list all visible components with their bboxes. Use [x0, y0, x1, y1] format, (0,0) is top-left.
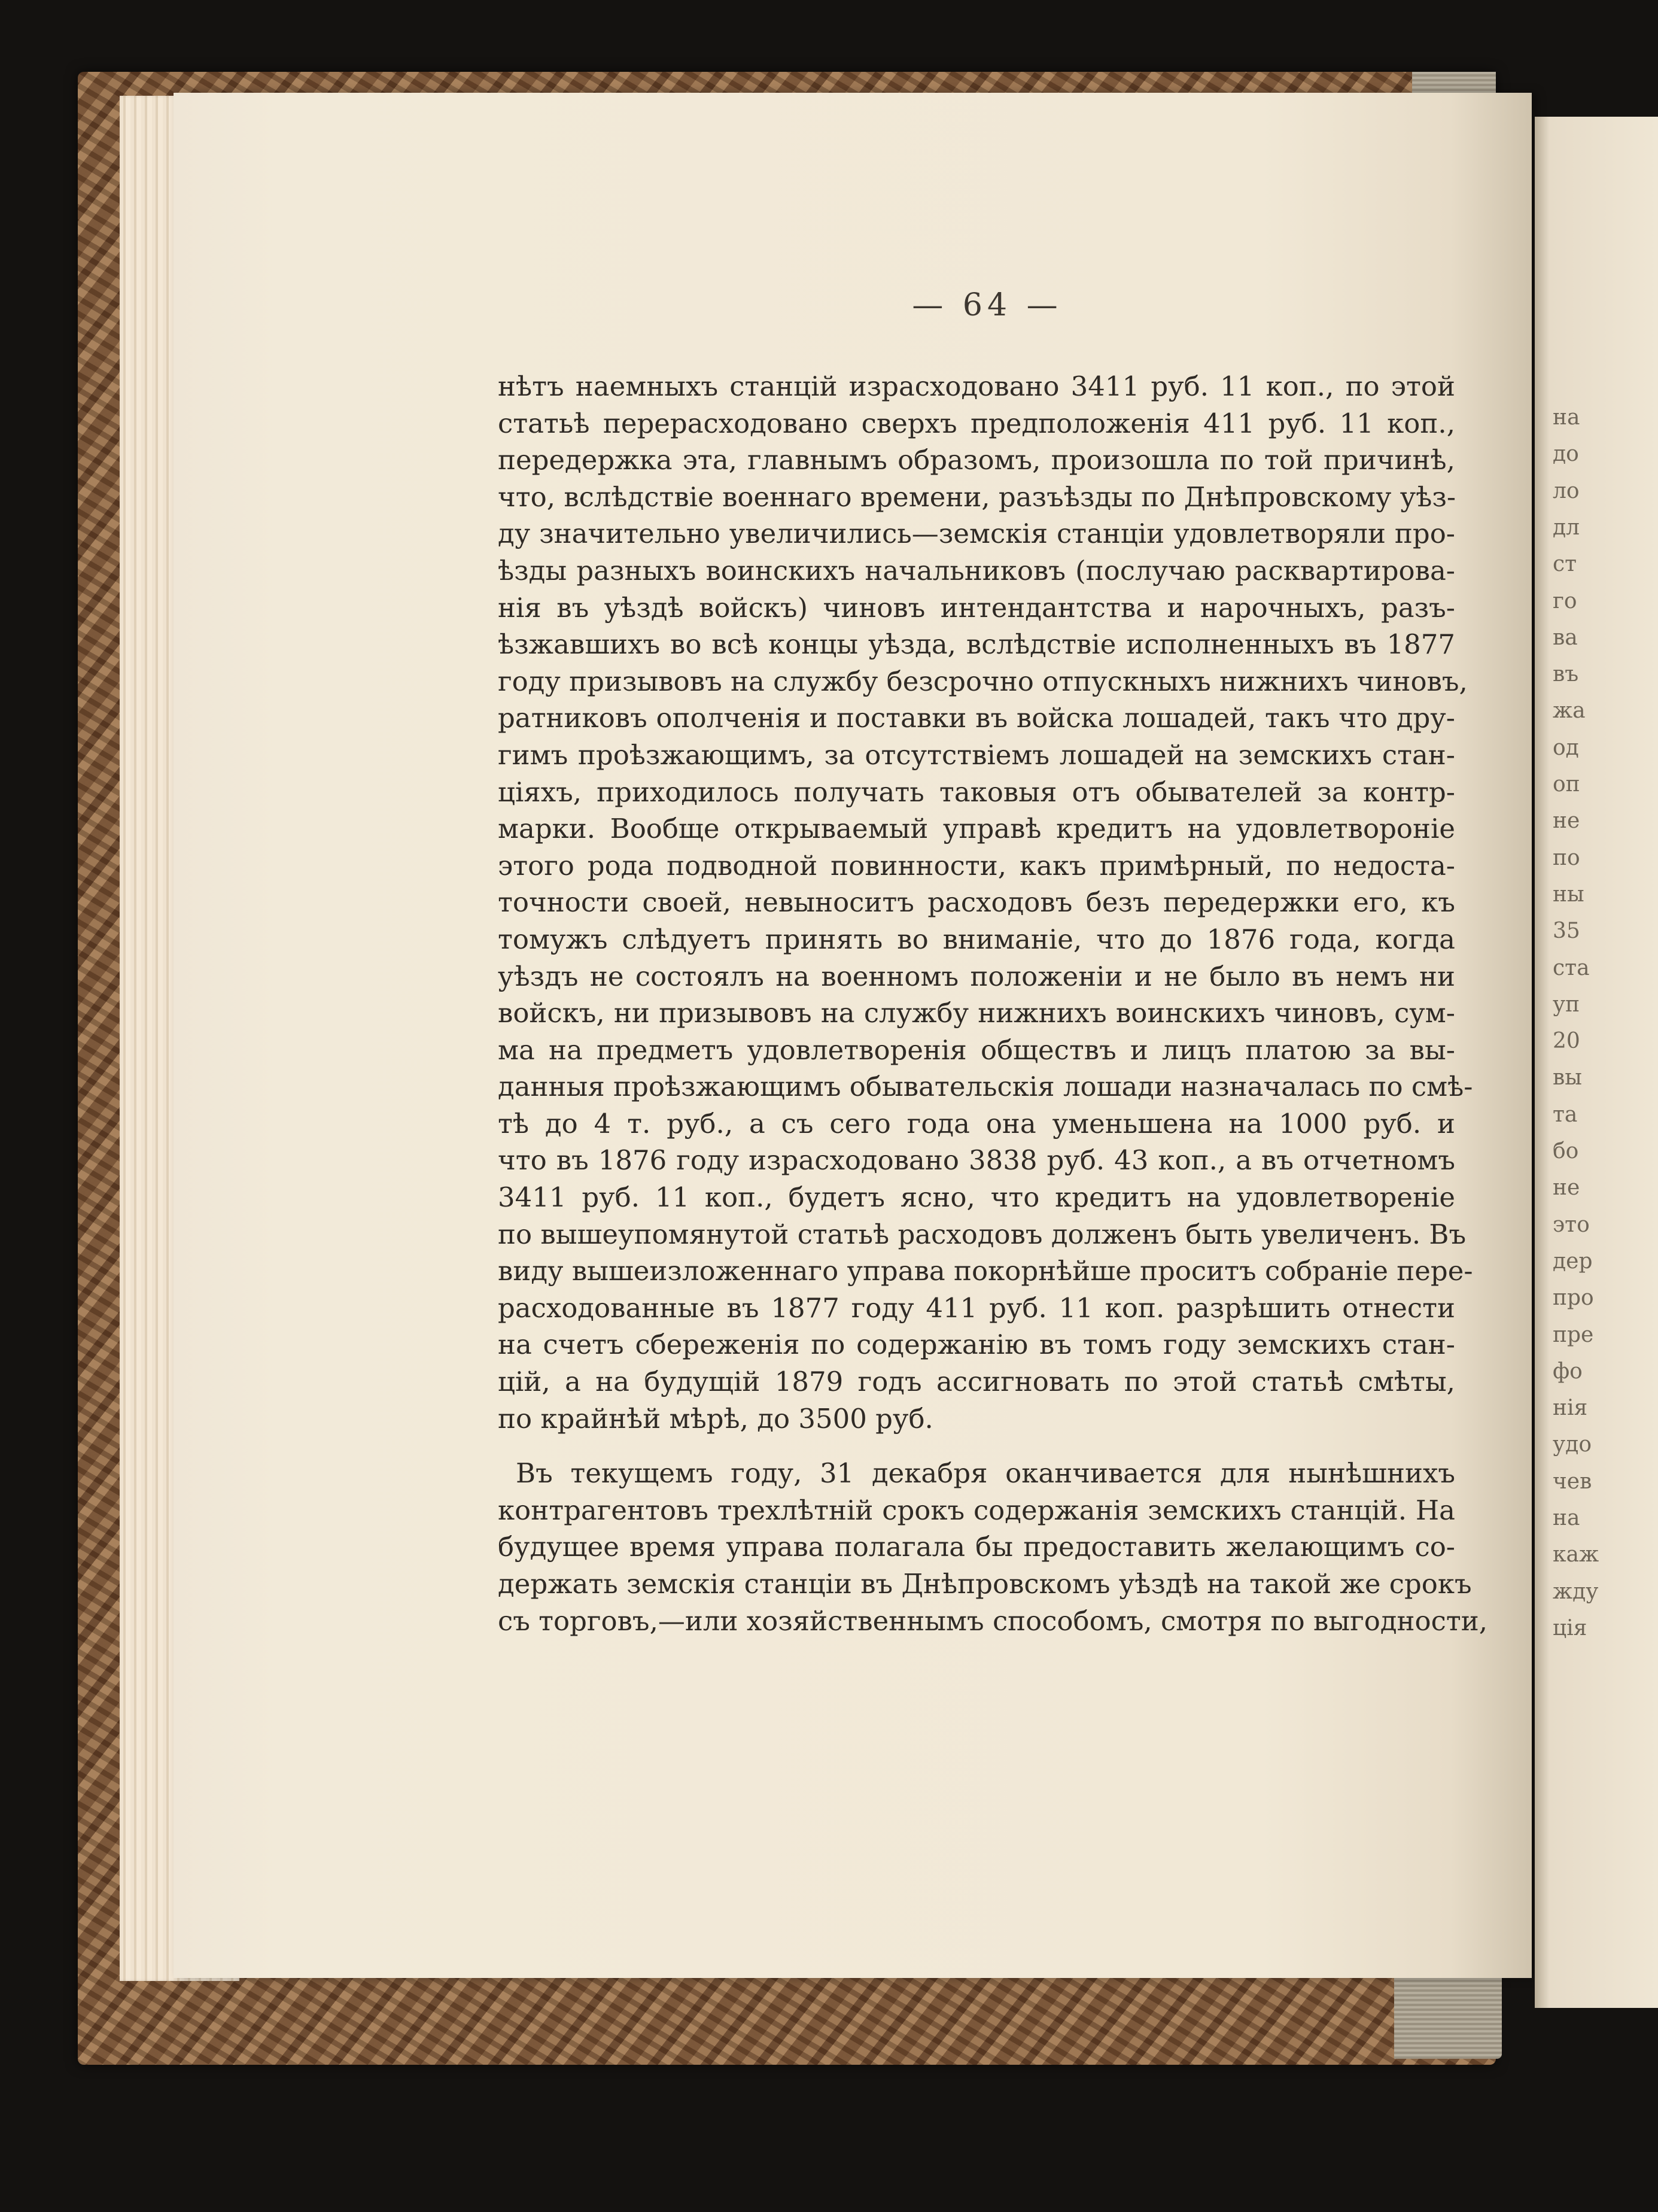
text-line: ѣзжавшихъ во всѣ концы уѣзда, вслѣдствіе исполненныхъ въ 1877: [498, 628, 1455, 661]
text-line: на счетъ сбереженія по содержанію въ томъ году земскихъ стан-: [498, 1329, 1455, 1361]
text-line: расходованные въ 1877 году 411 руб. 11 коп. разрѣшить отнести: [498, 1292, 1455, 1324]
text-line: по крайнѣй мѣрѣ, до 3500 руб.: [498, 1402, 933, 1435]
text-line: точности своей, невыноситъ расходовъ безъ передержки его, къ: [498, 886, 1455, 919]
text-line: нѣтъ наемныхъ станцій израсходовано 3411 руб. 11 коп., по этой: [498, 370, 1455, 402]
paragraph-gap: [498, 1437, 1455, 1455]
right-page-fragment: ло: [1553, 478, 1580, 503]
right-page-fragment: ны: [1553, 882, 1584, 907]
right-page-fragment: 35: [1553, 919, 1580, 944]
right-page-fragment: дл: [1553, 515, 1580, 540]
right-page-fragment: жду: [1553, 1579, 1599, 1604]
text-line: ѣзды разныхъ воинскихъ начальниковъ (послучаю расквартирова-: [498, 554, 1455, 587]
text-line: держать земскія станціи въ Днѣпровскомъ уѣздѣ на такой же срокъ: [498, 1568, 1472, 1600]
text-line: будущее время управа полагала бы предоставить желающимъ со-: [498, 1531, 1455, 1563]
right-page-fragment: ста: [1553, 955, 1590, 980]
text-line: марки. Вообще открываемый управѣ кредитъ на удовлетвороніе: [498, 813, 1455, 845]
right-page-fragment: та: [1553, 1102, 1578, 1127]
text-line: передержка эта, главнымъ образомъ, произошла по той причинѣ,: [498, 444, 1455, 476]
right-page-fragment: вы: [1553, 1065, 1582, 1090]
page-number: — 64 —: [912, 287, 1063, 323]
right-page-fragment: ція: [1553, 1615, 1587, 1640]
right-page-fragment: на: [1553, 405, 1580, 430]
text-line: контрагентовъ трехлѣтній срокъ содержанія земскихъ станцій. На: [498, 1494, 1455, 1526]
right-page-fragment: уп: [1553, 992, 1580, 1017]
right-page-fragment: нія: [1553, 1396, 1588, 1421]
right-page-fragment: оп: [1553, 772, 1580, 797]
text-line: уѣздъ не состоялъ на военномъ положеніи и не было въ немъ ни: [498, 960, 1455, 992]
text-line: что въ 1876 году израсходовано 3838 руб. 43 коп., а въ отчетномъ: [498, 1144, 1455, 1177]
right-page-fragment: ва: [1553, 625, 1578, 650]
text-line: году призывовъ на службу безсрочно отпускныхъ нижнихъ чиновъ,: [498, 665, 1468, 697]
text-line: этого рода подводной повинности, какъ примѣрный, по недоста-: [498, 849, 1455, 882]
text-line: ціяхъ, приходилось получать таковыя отъ обывателей за контр-: [498, 776, 1455, 808]
text-line: гимъ проѣзжающимъ, за отсутствіемъ лошадей на земскихъ стан-: [498, 739, 1455, 771]
right-page-fragment: бо: [1553, 1139, 1579, 1163]
right-page-fragment: жа: [1553, 698, 1586, 724]
text-line: что, вслѣдствіе военнаго времени, разъѣзды по Днѣпровскому уѣз-: [498, 481, 1456, 513]
right-page-fragment: 20: [1553, 1029, 1580, 1054]
text-line: ду значительно увеличились—земскія станціи удовлетворяли про-: [498, 518, 1455, 550]
right-page-fragment: не: [1553, 1175, 1580, 1201]
text-line: 3411 руб. 11 коп., будетъ ясно, что кредитъ на удовлетвореніе: [498, 1181, 1455, 1214]
text-line: виду вышеизложеннаго управа покорнѣйше проситъ собраніе пере-: [498, 1255, 1473, 1287]
right-page-fragment: не: [1553, 809, 1580, 834]
paragraph-1: [498, 368, 1473, 1437]
text-line: войскъ, ни призывовъ на службу нижнихъ воинскихъ чиновъ, сум-: [498, 997, 1455, 1029]
right-page-fragment: до: [1553, 442, 1579, 467]
paragraph-2: [498, 1455, 1488, 1639]
right-page-fragment: въ: [1553, 662, 1579, 687]
right-page-fragment: пре: [1553, 1322, 1594, 1347]
right-page-fragment: удо: [1553, 1432, 1592, 1457]
right-page-fragment: про: [1553, 1286, 1594, 1311]
text-line: данныя проѣзжающимъ обывательскія лошади назначалась по смѣ-: [498, 1071, 1473, 1103]
right-page-fragment: фо: [1553, 1359, 1583, 1384]
text-line: ма на предметъ удовлетворенія обществъ и лицъ платою за вы-: [498, 1034, 1455, 1066]
text-line: томужъ слѣдуетъ принять во вниманіе, что до 1876 года, когда: [498, 923, 1455, 955]
text-line: съ торговъ,—или хозяйственнымъ способомъ, смотря по выгодности,: [498, 1605, 1488, 1637]
right-page-fragment: ст: [1553, 552, 1577, 577]
right-page-fragment: од: [1553, 735, 1579, 760]
text-line: ратниковъ ополченія и поставки въ войска лошадей, такъ что дру-: [498, 702, 1455, 734]
right-page-fragment: каж: [1553, 1542, 1599, 1567]
text-line: тѣ до 4 т. руб., а съ сего года она уменьшена на 1000 руб. и: [498, 1107, 1455, 1140]
right-page-fragment: по: [1553, 845, 1580, 870]
right-page-fragment: го: [1553, 588, 1577, 613]
text-line: статьѣ перерасходовано сверхъ предположенія 411 руб. 11 коп.,: [498, 407, 1455, 439]
right-page-fragment: это: [1553, 1212, 1590, 1237]
right-page-fragment: дер: [1553, 1248, 1593, 1274]
right-page-fragment: на: [1553, 1506, 1580, 1530]
body-text: [498, 368, 1488, 1639]
text-line: нія въ уѣздѣ войскъ) чиновъ интендантства и нарочныхъ, разъ-: [498, 591, 1455, 624]
text-line: по вышеупомянутой статьѣ расходовъ долженъ быть увеличенъ. Въ: [498, 1218, 1467, 1250]
right-page-fragment: чев: [1553, 1469, 1592, 1494]
text-line: цій, а на будущій 1879 годъ ассигновать по этой статьѣ смѣты,: [498, 1366, 1455, 1398]
text-line: Въ текущемъ году, 31 декабря оканчивается для нынѣшнихъ: [516, 1457, 1455, 1490]
